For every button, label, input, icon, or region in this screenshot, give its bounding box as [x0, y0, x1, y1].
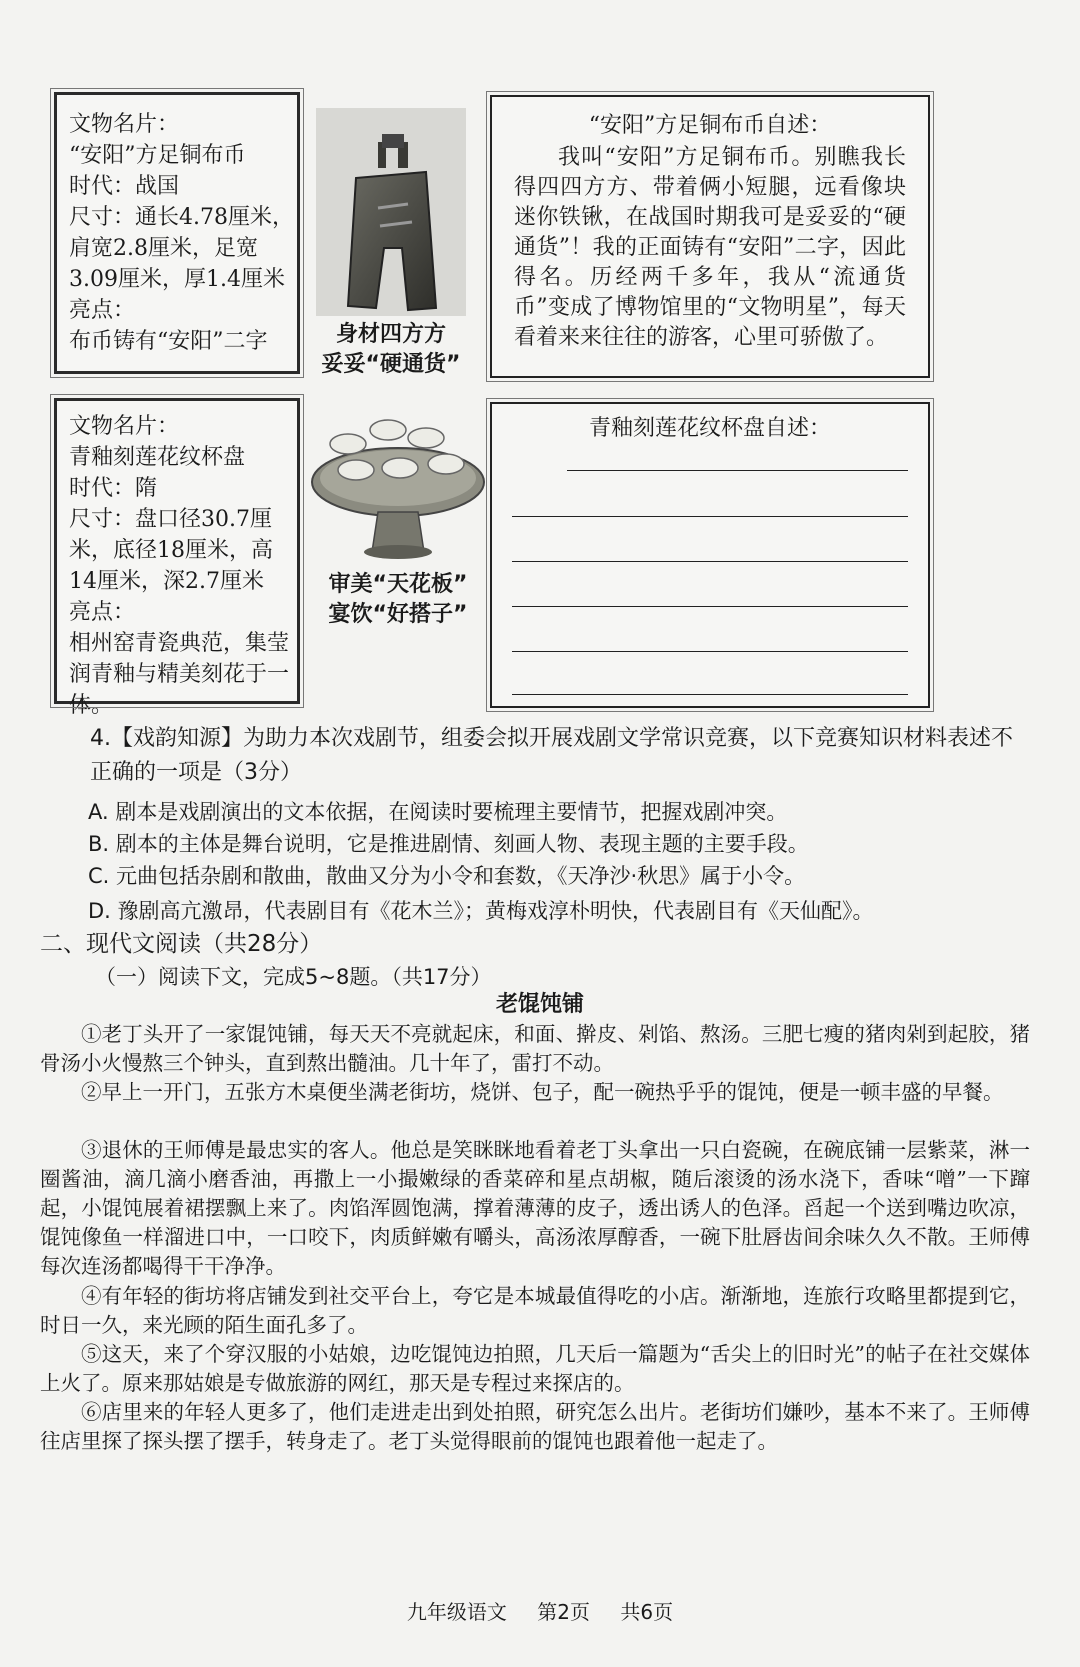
card-line: 文物名片： — [69, 112, 180, 137]
footer-subject: 九年级语文 — [406, 1600, 507, 1624]
card-line: 润青釉与精美刻花于一 — [69, 662, 290, 687]
card-line: 亮点： — [69, 298, 136, 323]
self-description-title: 青釉刻莲花纹杯盘自述： — [588, 416, 831, 441]
footer-page-number: 第2页 — [537, 1600, 590, 1624]
cup-plate-image — [308, 412, 488, 562]
card-line: 肩宽2.8厘米，足宽 — [69, 236, 258, 261]
caption-line: 宴饮“好搭子” — [328, 602, 468, 627]
card-line: 亮点： — [69, 600, 136, 625]
page-footer — [0, 1598, 1080, 1626]
article-paragraph: ④有年轻的街坊将店铺发到社交平台上，夸它是本城最值得吃的小店。渐渐地，连旅行攻略里都提到它，时日一久，来光顾的陌生面孔多了。 — [40, 1284, 1030, 1337]
article-paragraph: ②早上一开门，五张方木桌便坐满老街坊，烧饼、包子，配一碗热乎乎的馄饨，便是一顿丰盛的早餐。 — [81, 1080, 1004, 1104]
article-paragraph: ⑤这天，来了个穿汉服的小姑娘，边吃馄饨边拍照，几天后一篇题为“舌尖上的旧时光”的帖子在社交媒体上火了。原来那姑娘是专做旅游的网红，那天是专程过来探店的。 — [40, 1342, 1030, 1395]
relic-card-cup-plate — [54, 398, 300, 718]
card-line: 尺寸：盘口径30.7厘 — [69, 507, 272, 532]
card-line: 文物名片： — [69, 414, 180, 439]
cup-plate-self-description — [490, 402, 930, 708]
question-4-stem: 4.【戏韵知源】为助力本次戏剧节，组委会拟开展戏剧文学常识竞赛，以下竞赛知识材料表述不正确的一项是（3分） — [90, 726, 1013, 785]
card-line: 14厘米，深2.7厘米 — [69, 569, 264, 594]
cup-plate-caption — [308, 570, 488, 630]
question-4-option-a: A. 剧本是戏剧演出的文本依据，在阅读时要梳理主要情节，把握戏剧冲突。 — [88, 800, 788, 824]
card-line: 3.09厘米，厚1.4厘米 — [69, 267, 285, 292]
card-line: 相州窑青瓷典范，集莹 — [69, 631, 290, 656]
card-line: 米，底径18厘米，高 — [69, 538, 273, 563]
question-4-option-b: B. 剧本的主体是舞台说明，它是推进剧情、刻画人物、表现主题的主要手段。 — [88, 832, 809, 856]
card-line: 时代：战国 — [69, 174, 180, 199]
caption-line: 妥妥“硬通货” — [321, 352, 461, 377]
article-title: 老馄饨铺 — [495, 992, 584, 1017]
answer-line[interactable] — [512, 561, 908, 562]
card-line: “安阳”方足铜布币 — [69, 143, 246, 168]
card-line: 时代：隋 — [69, 476, 158, 501]
question-4-option-d: D. 豫剧高亢激昂，代表剧目有《花木兰》；黄梅戏淳朴明快，代表剧目有《天仙配》。 — [88, 899, 874, 923]
subsection-title: （一）阅读下文，完成5~8题。（共17分） — [95, 965, 492, 989]
question-4-option-c: C. 元曲包括杂剧和散曲，散曲又分为小令和套数，《天净沙·秋思》属于小令。 — [88, 864, 806, 888]
card-line: 布币铸有“安阳”二字 — [69, 329, 268, 354]
caption-line: 审美“天花板” — [328, 572, 468, 597]
relic-card-coin — [54, 92, 300, 374]
article-paragraph: ①老丁头开了一家馄饨铺，每天天不亮就起床，和面、擀皮、剁馅、熬汤。三肥七瘦的猪肉剁到起胶，猪骨汤小火慢熬三个钟头，直到熬出髓油。几十年了，雷打不动。 — [40, 1022, 1030, 1075]
self-description-body: 我叫“安阳”方足铜布币。别瞧我长得四四方方、带着俩小短腿，远看像块迷你铁锹，在战国时期我可是妥妥的“硬通货”！我的正面铸有“安阳”二字，因此得名。历经两千多年，我从“流通货币”变成了博物馆里的“文物明星”，每天看着来来往往的游客，心里可骄傲了。 — [514, 145, 906, 350]
answer-line[interactable] — [512, 651, 908, 652]
spade-coin-image — [316, 108, 466, 316]
answer-line[interactable] — [512, 516, 908, 517]
card-line: 体。 — [69, 693, 114, 718]
coin-caption — [308, 320, 474, 380]
footer-total-pages: 共6页 — [620, 1600, 674, 1624]
answer-line[interactable] — [567, 470, 908, 471]
article-paragraph: ③退休的王师傅是最忠实的客人。他总是笑眯眯地看着老丁头拿出一只白瓷碗，在碗底铺一层紫菜，淋一圈酱油，滴几滴小磨香油，再撒上一小撮嫩绿的香菜碎和星点胡椒，随后滚烫的汤水浇下，香味“噌”一下蹿起，小馄饨展着裙摆飘上来了。肉馅浑圆饱满，撑着薄薄的皮子，透出诱人的色泽。舀起一个送到嘴边吹凉，馄饨像鱼一样溜进口中，一口咬下，肉质鲜嫩有嚼头，高汤浓厚醇香，一碗下肚唇齿间余味久久不散。王师傅每次连汤都喝得干干净净。 — [40, 1138, 1030, 1278]
card-line: 尺寸：通长4.78厘米， — [69, 205, 294, 230]
card-line: 青釉刻莲花纹杯盘 — [69, 445, 246, 470]
section-title: 二、现代文阅读（共28分） — [40, 931, 323, 957]
answer-line[interactable] — [512, 606, 908, 607]
article-paragraph: ⑥店里来的年轻人更多了，他们走进走出到处拍照，研究怎么出片。老街坊们嫌吵，基本不来了。王师傅往店里探了探头摆了摆手，转身走了。老丁头觉得眼前的馄饨也跟着他一起走了。 — [40, 1400, 1030, 1453]
self-description-title: “安阳”方足铜布币自述： — [588, 113, 832, 138]
caption-line: 身材四方方 — [335, 322, 446, 347]
answer-line[interactable] — [512, 694, 908, 695]
coin-self-description — [490, 95, 930, 378]
